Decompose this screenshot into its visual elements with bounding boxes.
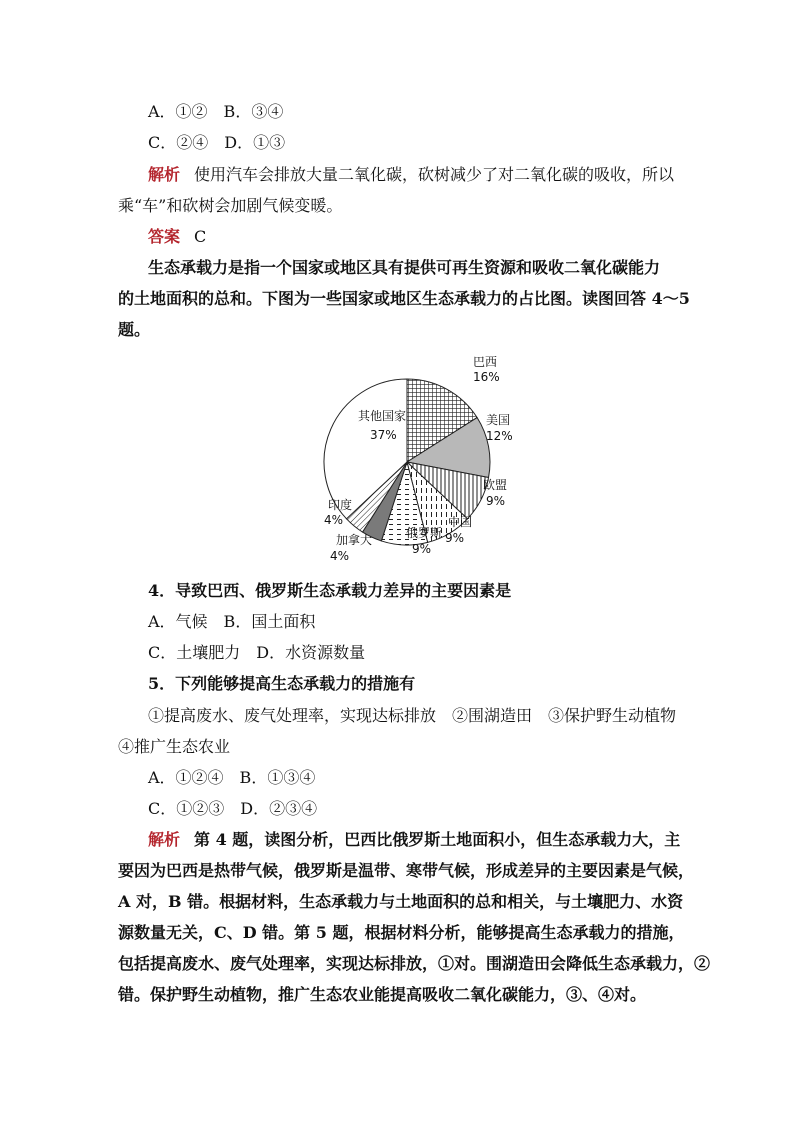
answer-label: 答案 — [148, 227, 181, 246]
analysis2-line2: 要因为巴西是热带气候，俄罗斯是温带、寒带气候，形成差异的主要因素是气候， — [118, 861, 695, 880]
q5-option-cd: C．①②③ D．②③④ — [148, 799, 318, 818]
slice-name-label: 欧盟 — [483, 478, 508, 492]
slice-value-label: 4% — [324, 513, 344, 527]
analysis2-line5: 包括提高废水、废气处理率，实现达标排放，①对。围湖造田会降低生态承载力，② — [118, 954, 711, 973]
analysis2-label: 解析 — [148, 830, 181, 849]
q5-items-line2: ④推广生态农业 — [118, 737, 231, 756]
analysis2-line4: 源数量无关，C、D 错。第 5 题，根据材料分析，能够提高生态承载力的措施， — [118, 923, 685, 942]
slice-name-label: 俄罗斯 — [406, 526, 443, 540]
q3-answer — [148, 226, 206, 248]
slice-name-label: 巴西 — [473, 355, 498, 369]
intro-line2: 的土地面积的总和。下图为一些国家或地区生态承载力的占比图。读图回答 4～5 — [118, 289, 690, 308]
q3-analysis-line1: 使用汽车会排放大量二氧化碳，砍树减少了对二氧化碳的吸收，所以 — [194, 165, 675, 184]
q3-option-ab: A．①② B．③④ — [148, 102, 284, 121]
analysis2-line3: A 对，B 错。根据材料，生态承载力与土地面积的总和相关，与土壤肥力、水资 — [118, 892, 684, 911]
analysis2-line1: 第 4 题，读图分析，巴西比俄罗斯土地面积小，但生态承载力大，主 — [194, 830, 681, 849]
analysis2-line6: 错。保护野生动植物，推广生态农业能提高吸收二氧化碳能力，③、④对。 — [118, 985, 647, 1004]
slice-name-label: 中国 — [448, 515, 473, 529]
answer-value: C — [194, 227, 207, 246]
analysis2-first — [148, 829, 680, 851]
q4-option-cd: C．土壤肥力 D．水资源数量 — [148, 643, 366, 662]
slice-name-label: 其他国家 — [358, 409, 407, 423]
slice-value-label: 37% — [370, 428, 397, 442]
analysis-label: 解析 — [148, 165, 181, 184]
intro-line1: 生态承载力是指一个国家或地区具有提供可再生资源和吸收二氧化碳能力 — [148, 258, 661, 277]
intro-line3: 题。 — [118, 320, 151, 339]
slice-name-label: 加拿大 — [336, 533, 373, 547]
q4-stem: 4．导致巴西、俄罗斯生态承载力差异的主要因素是 — [148, 581, 512, 600]
slice-value-label: 9% — [486, 494, 506, 508]
q5-items-line1: ①提高废水、废气处理率，实现达标排放 ②围湖造田 ③保护野生动植物 — [148, 706, 677, 725]
q5-option-ab: A．①②④ B．①③④ — [148, 768, 316, 787]
pie-chart — [300, 352, 530, 572]
slice-name-label: 美国 — [486, 413, 511, 427]
slice-name-label: 印度 — [328, 498, 353, 512]
slice-value-label: 16% — [473, 370, 500, 384]
slice-value-label: 9% — [445, 531, 465, 545]
slice-value-label: 9% — [412, 542, 432, 556]
q3-option-cd: C．②④ D．①③ — [148, 133, 286, 152]
slice-value-label: 12% — [486, 429, 513, 443]
q3-analysis — [148, 164, 674, 186]
q5-stem: 5．下列能够提高生态承载力的措施有 — [148, 674, 416, 693]
slice-value-label: 4% — [330, 549, 350, 563]
q3-analysis-line2: 乘“车”和砍树会加剧气候变暖。 — [118, 196, 343, 215]
q4-option-ab: A．气候 B．国土面积 — [148, 612, 316, 631]
